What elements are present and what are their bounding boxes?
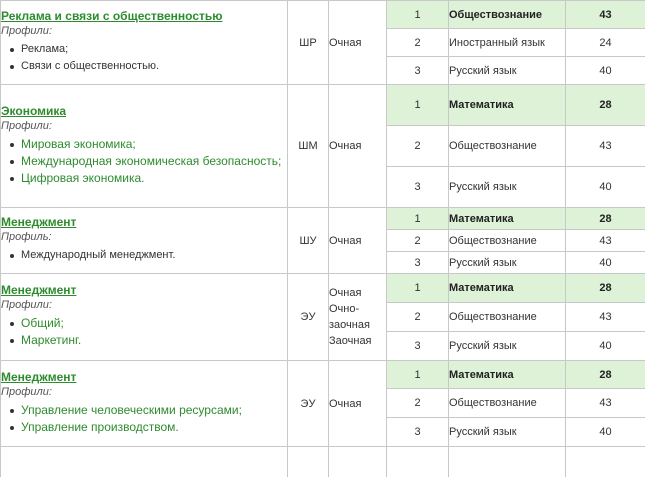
empty-cell (449, 447, 566, 478)
profile-item: Реклама; (9, 41, 287, 58)
program-code: ЭУ (288, 361, 329, 447)
min-score: 43 (566, 230, 645, 252)
min-score: 40 (566, 252, 645, 274)
table-row (1, 274, 645, 303)
exam-number: 1 (387, 361, 449, 389)
profiles-list (9, 315, 287, 349)
empty-cell (1, 447, 288, 478)
min-score: 40 (566, 167, 645, 208)
table-row-partial (1, 447, 645, 478)
min-score: 40 (566, 418, 645, 447)
study-form-cell (329, 274, 387, 361)
exam-subject: Обществознание (449, 1, 566, 29)
exam-number: 3 (387, 418, 449, 447)
profile-item: Международная экономическая безопасность; (9, 153, 287, 170)
program-cell (1, 361, 288, 447)
exam-subject: Математика (449, 85, 566, 126)
study-form-line: Очная (329, 36, 362, 49)
min-score: 28 (566, 361, 645, 389)
program-title-link[interactable]: Менеджмент (1, 283, 77, 297)
exam-subject: Русский язык (449, 252, 566, 274)
profiles-label: Профили: (1, 385, 52, 398)
min-score: 43 (566, 126, 645, 167)
exam-subject: Математика (449, 208, 566, 230)
exam-number: 3 (387, 167, 449, 208)
exam-subject: Обществознание (449, 230, 566, 252)
profile-item: Связи с общественностью. (9, 58, 287, 75)
profile-item: Цифровая экономика. (9, 170, 287, 187)
empty-cell (288, 447, 329, 478)
exam-subject: Обществознание (449, 303, 566, 332)
program-code: ШМ (288, 85, 329, 208)
exam-subject: Обществознание (449, 389, 566, 418)
empty-cell (329, 447, 387, 478)
table-row (1, 1, 645, 29)
exam-subject: Русский язык (449, 418, 566, 447)
empty-cell (566, 447, 645, 478)
exam-number: 3 (387, 57, 449, 85)
study-form-cell (329, 361, 387, 447)
programs-table-body (1, 1, 645, 478)
profiles-label: Профили: (1, 24, 52, 37)
study-form-cell (329, 1, 387, 85)
exam-subject: Русский язык (449, 57, 566, 85)
profiles-label: Профиль: (1, 231, 52, 243)
table-row (1, 208, 645, 230)
min-score: 43 (566, 389, 645, 418)
program-cell (1, 85, 288, 208)
exam-number: 2 (387, 126, 449, 167)
profiles-label: Профили: (1, 299, 52, 311)
profiles-list (9, 402, 287, 436)
exam-number: 3 (387, 252, 449, 274)
exam-number: 2 (387, 29, 449, 57)
exam-number: 1 (387, 1, 449, 29)
profile-item: Международный менеджмент. (9, 247, 287, 264)
exam-number: 2 (387, 389, 449, 418)
study-form-line: Очная (329, 140, 362, 152)
program-cell (1, 208, 288, 274)
exam-subject: Русский язык (449, 167, 566, 208)
exam-subject: Математика (449, 361, 566, 389)
exam-number: 2 (387, 230, 449, 252)
program-code: ШР (288, 1, 329, 85)
study-form-line: Очная (329, 287, 362, 299)
program-title-link[interactable]: Экономика (1, 103, 67, 118)
exam-number: 3 (387, 332, 449, 361)
table-row (1, 361, 645, 389)
min-score: 24 (566, 29, 645, 57)
profile-item: Управление человеческими ресурсами; (9, 402, 287, 419)
program-title-link[interactable]: Реклама и связи с общественностью (1, 8, 223, 23)
table-row (1, 85, 645, 126)
empty-cell (387, 447, 449, 478)
profile-item: Общий; (9, 315, 287, 332)
min-score: 28 (566, 85, 645, 126)
exam-subject: Обществознание (449, 126, 566, 167)
profile-item: Мировая экономика; (9, 136, 287, 153)
program-cell (1, 1, 288, 85)
study-form-cell (329, 85, 387, 208)
exam-subject: Математика (449, 274, 566, 303)
program-code: ШУ (288, 208, 329, 274)
min-score: 28 (566, 274, 645, 303)
study-form-cell (329, 208, 387, 274)
exam-subject: Русский язык (449, 332, 566, 361)
study-form-line: Очная (329, 234, 362, 247)
exam-number: 1 (387, 208, 449, 230)
program-code: ЭУ (288, 274, 329, 361)
study-form-line: Очная (329, 397, 362, 410)
study-form-line: Заочная (329, 335, 372, 347)
min-score: 40 (566, 332, 645, 361)
program-title-link[interactable]: Менеджмент (1, 215, 77, 229)
profiles-list (9, 247, 287, 264)
min-score: 40 (566, 57, 645, 85)
exam-number: 2 (387, 303, 449, 332)
exam-number: 1 (387, 85, 449, 126)
program-title-link[interactable]: Менеджмент (1, 369, 77, 384)
profiles-list (9, 41, 287, 75)
study-form-line: заочная (329, 319, 370, 331)
min-score: 43 (566, 303, 645, 332)
profiles-label: Профили: (1, 119, 52, 132)
profile-item: Маркетинг. (9, 332, 287, 349)
study-form-line: Очно- (329, 303, 360, 315)
min-score: 43 (566, 1, 645, 29)
profiles-list (9, 136, 287, 187)
profile-item: Управление производством. (9, 419, 287, 436)
exam-number: 1 (387, 274, 449, 303)
min-score: 28 (566, 208, 645, 230)
exam-subject: Иностранный язык (449, 29, 566, 57)
program-cell (1, 274, 288, 361)
